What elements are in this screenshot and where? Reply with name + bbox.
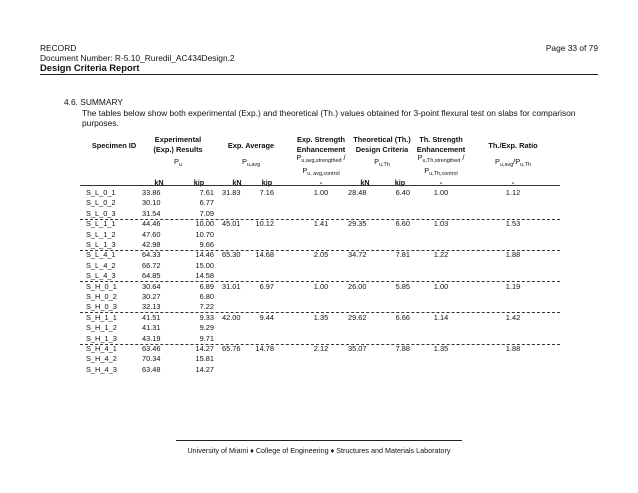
cell-kn: 33.86: [142, 188, 161, 197]
page-title: Design Criteria Report: [40, 62, 140, 73]
cell-kip: 6.77: [199, 198, 214, 208]
table-row: [80, 188, 560, 198]
header-exp-average: Exp. Average: [227, 141, 275, 150]
table-row: [80, 250, 560, 260]
cell-id: S_L_4_2: [86, 260, 116, 270]
cell-th-kip: 7.88: [395, 344, 410, 353]
symbol-pu-avg: $P_{u,avg}$: [241, 157, 261, 168]
cell-avg-kn: 65.30: [222, 250, 241, 260]
cell-kn: 30.27: [142, 292, 161, 301]
cell-kip: 9.29: [199, 323, 214, 333]
cell-ratio: 1.88: [505, 344, 521, 353]
table-row: [80, 344, 560, 354]
cell-id: S_L_4_3: [86, 271, 116, 281]
cell-avg-kn: 31.01: [222, 281, 241, 291]
cell-kn: 66.72: [142, 260, 161, 270]
cell-exp-enh: 1.00: [313, 188, 329, 197]
cell-exp-enh: 2.12: [313, 344, 329, 353]
cell-kip: 15.81: [195, 354, 214, 364]
cell-th-enh: 1.22: [433, 250, 449, 260]
cell-id: S_L_1_2: [86, 229, 116, 239]
cell-avg-kip: 7.16: [259, 188, 274, 197]
table-row: [80, 282, 560, 292]
cell-kn: 41.31: [142, 323, 161, 333]
cell-th-enh: 1.03: [433, 219, 449, 229]
cell-id: S_L_1_3: [86, 240, 116, 249]
cell-id: S_H_1_2: [86, 323, 117, 333]
table-row: [80, 292, 560, 302]
cell-kn: 64.33: [142, 250, 161, 260]
cell-avg-kip: 6.97: [259, 281, 274, 291]
cell-id: S_H_0_2: [86, 292, 117, 301]
symbol-pu-th: $P_{u,Th}$: [374, 157, 390, 168]
cell-avg-kn: 42.00: [222, 312, 241, 322]
cell-th-kip: 6.40: [395, 188, 410, 197]
cell-kip: 7.09: [199, 208, 214, 218]
record-label: RECORD: [40, 43, 77, 53]
cell-kip: 15.00: [195, 260, 214, 270]
cell-exp-enh: 1.00: [313, 281, 329, 291]
unit-avg-kn: kN: [232, 178, 242, 187]
cell-th-kn: 34.72: [348, 250, 367, 260]
cell-kip: 9.66: [199, 240, 214, 249]
cell-id: S_H_1_3: [86, 333, 117, 343]
cell-kn: 70.34: [142, 354, 161, 364]
unit-exp-kn: kN: [154, 178, 164, 187]
cell-id: S_L_0_2: [86, 198, 116, 208]
cell-kip: 6.89: [199, 281, 214, 291]
cell-th-kn: 28.48: [348, 188, 367, 197]
table-row: [80, 261, 560, 271]
cell-id: S_H_4_1: [86, 344, 117, 353]
cell-kip: 7.61: [199, 188, 214, 197]
cell-th-enh: 1.00: [433, 188, 449, 197]
table-row: [80, 198, 560, 208]
page-footer: University of Miami ♦ College of Engineering ♦ Structures and Materials Laboratory: [187, 446, 451, 455]
footer-divider: [176, 440, 462, 441]
cell-kip: 10.00: [195, 219, 214, 229]
cell-kip: 9.33: [199, 312, 214, 322]
cell-exp-enh: 1.35: [313, 312, 329, 322]
header-th-strength: Th. Strength Enhancement: [416, 135, 466, 154]
cell-ratio: 1.42: [505, 312, 521, 322]
header-ratio: Th./Exp. Ratio: [488, 141, 538, 150]
cell-th-kip: 7.81: [395, 250, 410, 260]
cell-id: S_H_1_1: [86, 312, 117, 322]
unit-th-kip: kip: [394, 178, 406, 187]
cell-kn: 41.51: [142, 312, 161, 322]
cell-kn: 63.46: [142, 344, 161, 353]
cell-kip: 7.22: [199, 302, 214, 312]
cell-kn: 43.19: [142, 333, 161, 343]
symbol-exp-enhancement: $P_{u,avg,strengthed}$ / $P_{u, avg,control}$: [296, 153, 346, 177]
cell-avg-kn: 45.01: [222, 219, 241, 229]
cell-kn: 44.46: [142, 219, 161, 229]
table-row: [80, 230, 560, 240]
table-row: [80, 334, 560, 344]
header-divider: [40, 74, 598, 75]
unit-avg-kip: kip: [261, 178, 273, 187]
cell-ratio: 1.19: [505, 281, 521, 291]
cell-id: S_L_0_1: [86, 188, 116, 197]
cell-th-enh: 1.00: [433, 281, 449, 291]
cell-kip: 14.46: [195, 250, 214, 260]
document-number: Document Number: R-5.10_Ruredil_AC434Design.2: [40, 53, 235, 63]
unit-th-kn: kN: [360, 178, 370, 187]
cell-kn: 32.13: [142, 302, 161, 312]
table-row: [80, 271, 560, 281]
header-theoretical: Theoretical (Th.) Design Criteria: [353, 135, 411, 154]
cell-kip: 10.70: [195, 229, 214, 239]
cell-th-kn: 29.35: [348, 219, 367, 229]
symbol-pu: $P_u$: [174, 157, 182, 168]
cell-avg-kip: 14.78: [255, 344, 274, 353]
cell-kip: 6.80: [199, 292, 214, 301]
cell-kn: 30.64: [142, 281, 161, 291]
cell-kip: 14.58: [195, 271, 214, 281]
cell-th-kn: 26.00: [348, 281, 367, 291]
table-row: [80, 209, 560, 219]
cell-th-kip: 5.85: [395, 281, 410, 291]
cell-kn: 30.10: [142, 198, 161, 208]
table-row: [80, 240, 560, 250]
cell-th-kn: 29.62: [348, 312, 367, 322]
cell-id: S_L_1_1: [86, 219, 116, 229]
table-row: [80, 302, 560, 312]
unit-ratio: -: [511, 178, 515, 187]
section-heading: 4.6. SUMMARY: [64, 97, 123, 107]
cell-avg-kn: 65.76: [222, 344, 241, 353]
cell-ratio: 1.53: [505, 219, 521, 229]
symbol-th-enhancement: $P_{u,Th,strengthed}$ / $P_{u,Th,control}$: [417, 153, 465, 177]
cell-ratio: 1.88: [505, 250, 521, 260]
cell-id: S_L_4_1: [86, 250, 116, 260]
cell-th-kip: 6.66: [395, 312, 410, 322]
cell-kn: 42.98: [142, 240, 161, 249]
table-row: [80, 323, 560, 333]
cell-kn: 47.60: [142, 229, 161, 239]
table-row: [80, 313, 560, 323]
cell-id: S_H_0_1: [86, 281, 117, 291]
cell-avg-kip: 9.44: [259, 312, 274, 322]
cell-th-kn: 35.07: [348, 344, 367, 353]
cell-avg-kip: 10.12: [255, 219, 274, 229]
unit-exp-kip: kip: [193, 178, 205, 187]
cell-avg-kip: 14.68: [255, 250, 274, 260]
table-row: [80, 354, 560, 364]
cell-kip: 14.27: [195, 344, 214, 353]
cell-id: S_L_0_3: [86, 208, 116, 218]
cell-id: S_H_4_3: [86, 364, 117, 374]
table-row: [80, 365, 560, 375]
symbol-ratio: $P_{u,avg}/P_{u,Th}$: [495, 157, 531, 168]
cell-kip: 14.27: [195, 364, 214, 374]
header-experimental: Experimental (Exp.) Results: [153, 135, 203, 154]
page-number: Page 33 of 79: [545, 43, 598, 53]
unit-exp-enhancement: -: [319, 178, 323, 187]
cell-kn: 31.54: [142, 208, 161, 218]
unit-th-enhancement: -: [439, 178, 443, 187]
cell-id: S_H_0_3: [86, 302, 117, 312]
cell-exp-enh: 1.41: [313, 219, 329, 229]
cell-th-enh: 1.14: [433, 312, 449, 322]
cell-ratio: 1.12: [505, 188, 521, 197]
section-intro: The tables below show both experimental (Exp.) and theoretical (Th.) values obtained for 3-point flexural test on slabs for comparison purposes.: [82, 108, 576, 129]
table-row: [80, 219, 560, 229]
header-specimen-id: Specimen ID: [91, 141, 137, 150]
table-header-divider: [80, 185, 560, 186]
cell-avg-kn: 31.83: [222, 188, 241, 197]
cell-kip: 9.71: [199, 333, 214, 343]
cell-th-enh: 1.35: [433, 344, 449, 353]
cell-kn: 64.85: [142, 271, 161, 281]
cell-id: S_H_4_2: [86, 354, 117, 364]
cell-exp-enh: 2.05: [313, 250, 329, 260]
cell-kn: 63.48: [142, 364, 161, 374]
cell-th-kip: 6.60: [395, 219, 410, 229]
header-exp-strength: Exp. Strength Enhancement: [296, 135, 346, 154]
